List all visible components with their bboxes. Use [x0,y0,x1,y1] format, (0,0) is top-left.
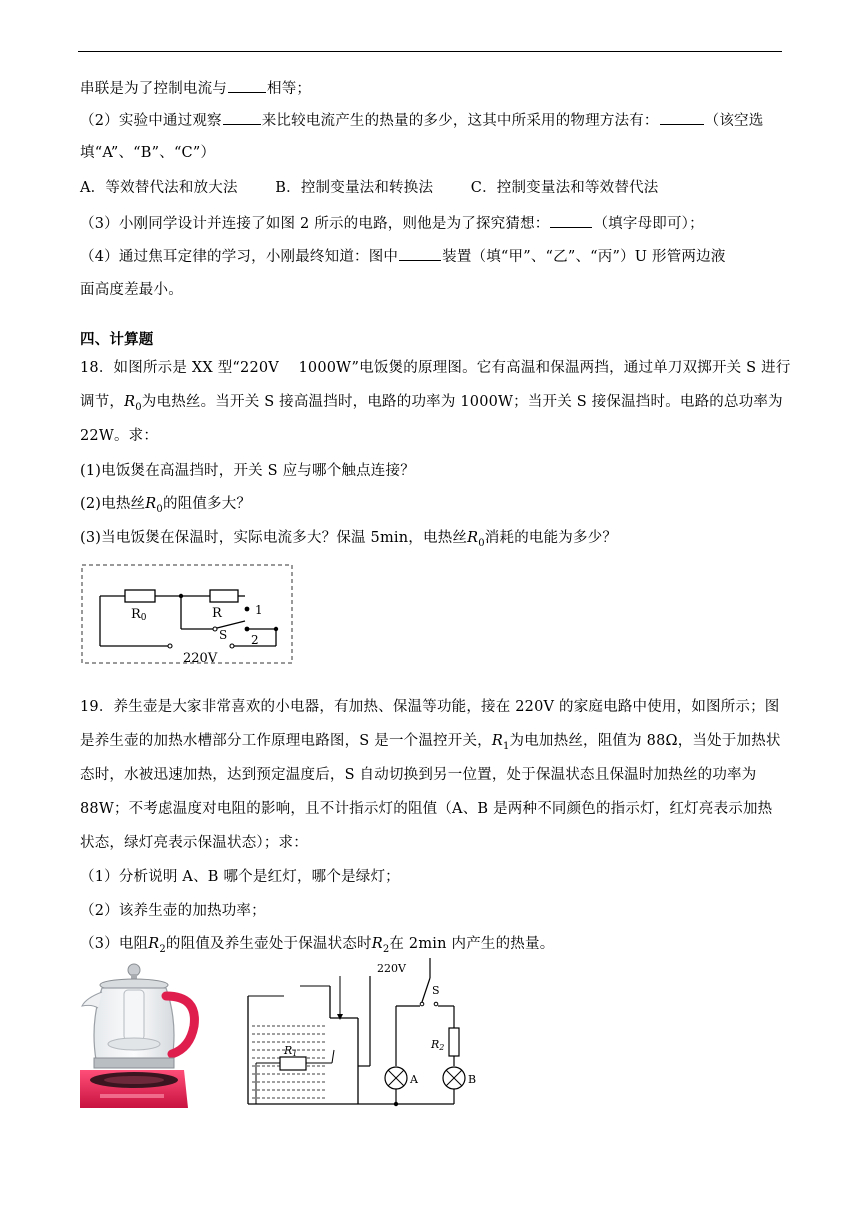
label-r: R [212,606,222,621]
contact-1 [245,607,250,612]
option-a: A．等效替代法和放大法 [80,180,238,196]
resistor-r2 [449,1028,459,1056]
switch-s [217,621,245,628]
q19-line1: 19．养生壶是大家非常喜欢的小电器，有加热、保温等功能，接在 220V 的家庭电路中使用，如图所示；图 [80,699,780,715]
text: （3）小刚同学设计并连接了如图 2 所示的电路，则他是为了探究猜想： [80,216,550,232]
q18-line3: 22W。求： [80,428,159,444]
label-a: A [410,1073,418,1086]
answer-blank [223,110,261,125]
symbol: R [467,530,479,546]
subscript: 0 [478,537,485,549]
header-rule [78,51,782,52]
text: 的阻值及养生壶处于保温状态时 [165,936,372,952]
answer-blank [550,213,592,228]
q17-part4-line1 [80,246,726,267]
subscript: 2 [159,943,166,955]
q19-line2 [80,731,781,757]
text: 来比较电流产生的热量的多少，这其中所采用的物理方法有： [261,113,659,129]
q19-sub3 [80,934,554,960]
q18-line1: 18．如图所示是 XX 型“220V 1000W”电饭煲的原理图。它有高温和保温两挡，通过单刀双掷开关 S 进行 [80,360,791,376]
symbol: R [371,936,383,952]
answer-blank [228,78,266,93]
symbol: R [145,496,157,512]
q18-line2 [80,392,783,418]
text: 消耗的电能为多少？ [484,530,618,546]
q17-part4-line2: 面高度差最小。 [80,282,183,298]
label-contact-1: 1 [255,603,263,617]
q19-sub2: （2）该养生壶的加热功率； [80,903,266,919]
q18-sub2 [80,494,251,520]
resistor-r [210,590,238,602]
text: 在 2min 内产生的热量。 [389,936,555,952]
label-b: B [468,1073,477,1086]
subscript: 1 [502,740,510,752]
option-b: B．控制变量法和转换法 [275,180,434,196]
q17-part2-line2: 填“A”、“B”、“C”） [80,145,216,161]
label-r2: R2 [431,1038,445,1052]
text: （3）电阻 [80,936,149,952]
answer-blank [660,110,704,125]
q17-line1 [80,78,311,99]
q18-sub1: (1)电饭煲在高温挡时，开关 S 应与哪个触点连接？ [80,463,415,479]
text: 装置（填“甲”、“乙”、“丙”）U 形管两边液 [442,249,726,265]
q17-options [80,178,658,198]
label-s: S [432,984,440,997]
text: （4）通过焦耳定律的学习，小刚最终知道：图中 [80,249,399,265]
resistor-r1 [280,1057,306,1070]
option-c: C．控制变量法和等效替代法 [470,180,659,196]
q19-line5: 状态，绿灯亮表示保温状态）；求： [80,835,308,851]
section-title: 四、计算题 [80,331,154,348]
text: 的阻值多大？ [162,496,252,512]
text: (2)电热丝 [80,496,146,512]
q19-line4: 88W；不考虑温度对电阻的影响，且不计指示灯的阻值（A、B 是两种不同颜色的指示灯，红灯亮表示加热 [80,801,773,817]
symbol: R [148,936,160,952]
q17-part2-line1 [80,110,763,131]
label-220v: 220V [377,962,406,975]
kettle-photo [80,962,210,1114]
text: 是养生壶的加热水槽部分工作原理电路图，S 是一个温控开关， [80,733,492,749]
q19-line3: 态时，水被迅速加热，达到预定温度后，S 自动切换到另一位置，处于保温状态且保温时加热丝的功率为 [80,767,757,783]
text: 调节， [80,394,125,410]
text: （该空选 [704,113,764,129]
text: （填字母即可）； [593,216,704,232]
answer-blank [399,246,441,261]
text: （2）实验中通过观察 [80,113,222,129]
resistor-r0 [125,590,155,602]
text: 相等； [267,81,312,97]
text: 为电热丝。当开关 S 接高温挡时，电路的功率为 1000W；当开关 S 接保温挡时。电路的总功率为 [141,394,783,410]
subscript: 0 [156,503,163,515]
label-voltage: 220V [183,651,218,666]
q19-sub1: （1）分析说明 A、B 哪个是红灯，哪个是绿灯； [80,869,400,885]
label-contact-2: 2 [251,633,259,647]
label-r0: R0 [131,607,147,623]
text: (3)当电饭煲在保温时，实际电流多大？保温 5min，电热丝 [80,530,468,546]
text: 为电加热丝，阻值为 88Ω，当处于加热状 [509,733,781,749]
label-switch-s: S [219,628,228,642]
symbol: R [491,733,503,749]
q17-part3 [80,213,704,234]
label-r1: R1 [284,1044,298,1058]
symbol: R [124,394,136,410]
subscript: 2 [382,943,390,955]
switch-s [422,978,430,1002]
text: 串联是为了控制电流与 [80,81,227,97]
subscript: 0 [135,401,142,413]
q18-circuit-diagram [80,563,295,668]
q18-sub3 [80,528,617,554]
q19-circuit-diagram [240,958,490,1110]
